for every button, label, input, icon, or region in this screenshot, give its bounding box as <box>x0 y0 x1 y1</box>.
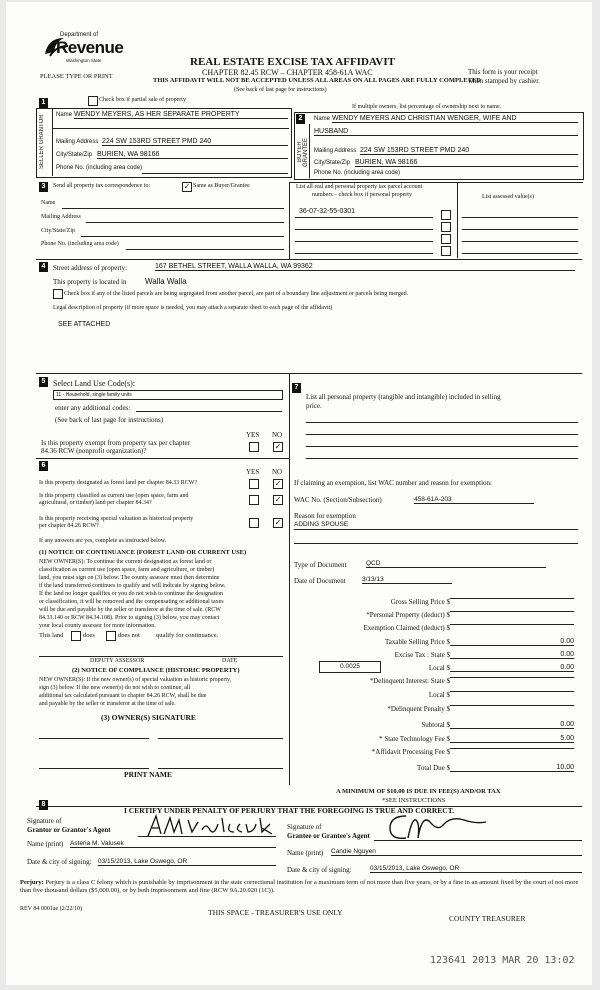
certify-statement: I CERTIFY UNDER PENALTY OF PERJURY THAT THE FOREGOING IS TRUE AND CORRECT. <box>124 806 455 815</box>
grantor-signature-scribble <box>144 810 276 838</box>
seller-side-label: SELLER GRANTOR <box>39 114 45 170</box>
reason-value[interactable]: ADDING SPOUSE <box>294 521 349 528</box>
delinquent-interest-state-value[interactable] <box>450 677 574 678</box>
s5-yes-label: YES <box>246 431 260 439</box>
grantor-sig-label1: Signature of <box>27 817 62 825</box>
located-value[interactable]: Walla Walla <box>145 277 187 286</box>
please-type: PLEASE TYPE OR PRINT <box>40 73 113 80</box>
seller-city-label: City/State/Zip <box>56 152 93 158</box>
subtotal-value[interactable]: 0.00 <box>450 721 574 729</box>
delinquent-interest-local-value[interactable] <box>450 691 574 692</box>
buyer-name-label: Name <box>314 116 331 122</box>
legal-value[interactable]: SEE ATTACHED <box>58 321 111 328</box>
legal-label: Legal description of property (if more space is needed, you may attach a separate sheet to each page of the affidavit) <box>53 305 333 311</box>
exemption-claimed-label: Exemption Claimed (deduct) $ <box>363 624 450 632</box>
current-use-yes-checkbox[interactable] <box>249 495 259 505</box>
taxable-selling-label: Taxable Selling Price $ <box>384 638 450 646</box>
notice-continuance-line: classification as current use (open space, farm and agriculture, or timber) <box>39 567 215 573</box>
exempt-yes-checkbox[interactable] <box>249 442 259 452</box>
section-8-number: 8 <box>39 800 48 810</box>
wac-label: WAC No. (Section/Subsection) <box>294 496 382 504</box>
grantee-sig-label1: Signature of <box>287 823 322 831</box>
doc-date-label: Date of Document <box>294 577 346 585</box>
notice-continuance-line: 84.33.140 or RCW 84.34.108). Prior to signing (3) below, you may contact <box>39 615 220 621</box>
seller-name-value[interactable]: WENDY MEYERS, AS HER SEPARATE PROPERTY <box>74 111 288 119</box>
total-due-value[interactable]: 10.00 <box>450 764 574 772</box>
seller-city-value[interactable]: BURIEN, WA 98166 <box>97 151 288 159</box>
notice-compliance-line: NEW OWNER(S): If the new owner(s) of special valuation as historic property, <box>39 677 232 683</box>
owner-signature-label: (3) OWNER(S) SIGNATURE <box>101 713 196 722</box>
exempt-question-line2: 84.36 RCW (nonprofit organization)? <box>41 447 147 455</box>
historic-question-line1: Is this property receiving special valuation as historical property <box>39 516 194 522</box>
total-due-label: Total Due $ <box>417 764 450 772</box>
processing-fee-value[interactable] <box>450 748 574 749</box>
treasurer-space: THIS SPACE - TREASURER'S USE ONLY <box>208 908 343 917</box>
delinquent-penalty-label: *Delinquent Penalty $ <box>387 705 450 713</box>
notice-continuance-line: your local county assessor for more information. <box>39 623 156 629</box>
parcel-1-personal-checkbox[interactable] <box>441 210 451 220</box>
delinquent-penalty-value[interactable] <box>450 705 574 706</box>
see-back: (See back of last page for instructions) <box>234 87 327 93</box>
parcel-2-personal-checkbox[interactable] <box>441 222 451 232</box>
grantee-signature[interactable] <box>382 808 492 844</box>
section-3-number: 3 <box>39 182 48 192</box>
section-6-number: 6 <box>39 461 48 471</box>
grantor-date-value[interactable]: 03/15/2013, Lake Oswego, OR <box>98 858 276 866</box>
notice-continuance-body <box>39 558 225 630</box>
assessor-date-label: DATE <box>222 658 238 664</box>
parcel-3-personal-checkbox[interactable] <box>441 234 451 244</box>
doc-type-label: Type of Document <box>294 561 347 569</box>
excise-state-label: Excise Tax : State $ <box>394 651 450 659</box>
additional-codes-label: enter any additional codes: <box>55 404 131 412</box>
does-label: does <box>83 632 95 639</box>
land-does-not-checkbox[interactable] <box>106 631 116 641</box>
section-1-number: 1 <box>39 98 48 108</box>
s3-phone-label: Phone No. (including area code) <box>41 241 119 247</box>
grantor-name-value[interactable]: Asteria M. Valusek <box>70 840 276 848</box>
technology-fee-label: * State Technology Fee $ <box>379 735 450 743</box>
notice-compliance-line: and payable by the seller or transferor at the time of sale. <box>39 701 176 707</box>
notice-continuance-line: If the land no longer qualifies or you do not wish to continue the designation <box>39 591 223 597</box>
perjury-notice <box>20 879 586 895</box>
notice-compliance-line: sign (3) below. If the new owner(s) do not wish to continue, all <box>39 685 191 691</box>
gross-selling-value[interactable] <box>450 598 574 599</box>
this-land-label: This land <box>39 632 64 639</box>
grantee-signature-scribble <box>382 808 492 844</box>
excise-local-value[interactable]: 0.00 <box>450 664 574 672</box>
assessed-header: List assessed value(s) <box>482 194 534 200</box>
s3-mailing-label: Mailing Address <box>41 214 81 220</box>
qualify-label: qualify for continuance. <box>156 632 219 639</box>
buyer-side-label: BUYER GRANTEE <box>297 137 309 167</box>
street-value[interactable]: 167 BETHEL STREET, WALLA WALLA, WA 99362 <box>155 263 575 271</box>
grantor-signature[interactable] <box>144 810 276 838</box>
seller-mailing-value[interactable]: 224 SW 153RD STREET PMD 240 <box>102 138 288 146</box>
buyer-city-value[interactable]: BURIEN, WA 98166 <box>355 159 578 167</box>
minimum-due-line2: *SEE INSTRUCTIONS <box>382 797 446 804</box>
notice-continuance-title: (1) NOTICE OF CONTINUANCE (FOREST LAND OR CURRENT USE) <box>39 549 247 556</box>
exempt-no-checkbox[interactable]: ✓ <box>274 442 282 451</box>
parcel-header-line2: numbers – check box if personal property <box>312 192 412 198</box>
exemption-claim-label: If claiming an exemption, list WAC number and reason for exemption: <box>294 479 492 487</box>
personal-property-deduct-label: *Personal Property (deduct) $ <box>366 611 450 619</box>
dept-line1: Department of <box>60 32 99 38</box>
street-label: Street address of property: <box>53 264 128 272</box>
current-use-question-line1: Is this property classified as current use (open space, farm and <box>39 493 189 499</box>
county-treasurer: COUNTY TREASURER <box>449 914 526 923</box>
delinquent-interest-state-label: *Delinquent Interest: State $ <box>369 677 450 685</box>
notice-compliance-title: (2) NOTICE OF COMPLIANCE (HISTORIC PROPERTY) <box>72 667 240 674</box>
same-as-buyer-label: Same as Buyer/Grantee <box>193 183 250 189</box>
land-use-label: Select Land Use Code(s): <box>53 379 135 388</box>
local-rate-field[interactable]: 0.0025 <box>319 661 381 673</box>
grantee-sig-label2: Grantee or Grantee's Agent <box>287 832 370 840</box>
buyer-name-value-line1[interactable]: WENDY MEYERS AND CHRISTIAN WENGER, WIFE AND <box>332 115 578 123</box>
form-chapter: CHAPTER 82.45 RCW – CHAPTER 458-61A WAC <box>202 68 373 77</box>
seller-phone-label: Phone No. (including area code) <box>56 165 143 171</box>
exempt-question-line1: Is this property exempt from property tax per chapter <box>41 439 190 447</box>
section-5-number: 5 <box>39 377 48 387</box>
deputy-assessor-label: DEPUTY ASSESSOR <box>90 658 145 664</box>
grantee-name-label: Name (print) <box>287 849 324 857</box>
buyer-mailing-label: Mailing Address <box>314 148 357 154</box>
dor-logo <box>42 32 137 72</box>
parcel-number[interactable]: 36-07-32-55-0301 <box>299 208 356 215</box>
grantee-name-value[interactable]: Candie Nguyen <box>331 848 582 856</box>
does-not-label: does not <box>118 632 140 639</box>
grantor-name-label: Name (print) <box>27 840 64 848</box>
exemption-claimed-value[interactable] <box>450 624 574 625</box>
excise-local-label: Local $ <box>428 664 450 672</box>
delinquent-interest-local-label: Local $ <box>428 691 450 699</box>
section-2-number: 2 <box>296 114 305 124</box>
affidavit-page <box>6 2 592 985</box>
minimum-due-line1: A MINIMUM OF $10.00 IS DUE IN FEE(S) AND/OR TAX <box>336 788 501 795</box>
dept-line2: Revenue <box>56 38 124 57</box>
grantee-date-label: Date & city of signing: <box>287 866 352 874</box>
multiple-owners-label: If multiple owners, list percentage of ownership next to name. <box>352 104 502 110</box>
historic-no-checkbox[interactable]: ✓ <box>274 518 282 527</box>
segregated-checkbox[interactable] <box>53 289 63 299</box>
if-yes-instructions: If any answers are yes, complete as instructed below. <box>39 538 167 544</box>
notice-compliance-body <box>39 676 231 708</box>
doc-type-value[interactable]: QCD <box>366 560 546 568</box>
dept-line3: Washington State <box>66 58 102 63</box>
forest-question: Is this property designated as forest land per chapter 84.33 RCW? <box>39 480 198 486</box>
taxable-selling-value[interactable]: 0.00 <box>450 638 574 646</box>
parcel-4-personal-checkbox[interactable] <box>441 246 451 256</box>
section-7-number: 7 <box>292 383 301 393</box>
buyer-city-label: City/State/Zip <box>314 160 351 166</box>
form-number: REV 84 0001ae (2/22/10) <box>20 906 83 912</box>
located-label: This property is located in <box>53 278 127 286</box>
partial-sale-checkbox[interactable] <box>88 96 98 106</box>
land-use-see-back: (See back of last page for instructions) <box>55 416 164 424</box>
segregated-label: Check box if any of the listed parcels are being segregated from another parcel, are part of a boundary line adjustment or parcels being merged. <box>64 291 409 297</box>
personal-property-line1: List all personal property (tangible and intangible) included in selling <box>306 393 501 401</box>
buyer-mailing-value[interactable]: 224 SW 153RD STREET PMD 240 <box>360 147 578 155</box>
excise-state-value[interactable]: 0.00 <box>450 651 574 659</box>
notice-continuance-line: if the land transferred continues to qualify and will indicate by signing below. <box>39 583 226 589</box>
form-warning: THIS AFFIDAVIT WILL NOT BE ACCEPTED UNLESS ALL AREAS ON ALL PAGES ARE FULLY COMPLETED <box>153 77 481 84</box>
current-use-no-checkbox[interactable]: ✓ <box>274 495 282 504</box>
processing-fee-label: *Affidavit Processing Fee $ <box>371 748 450 756</box>
technology-fee-value[interactable]: 5.00 <box>450 735 574 743</box>
subtotal-label: Subtotal $ <box>421 721 450 729</box>
send-correspondence-label: Send all property tax correspondence to: <box>53 183 151 189</box>
reason-label: Reason for exemption <box>294 512 356 520</box>
s6-no-label: NO <box>272 468 283 476</box>
receipt-line2: when stamped by cashier. <box>468 77 540 85</box>
grantor-date-label: Date & city of signing: <box>27 858 92 866</box>
gross-selling-label: Gross Selling Price $ <box>390 598 450 606</box>
s3-city-label: City/State/Zip <box>41 228 75 234</box>
historic-yes-checkbox[interactable] <box>249 518 259 528</box>
grantor-sig-label2: Grantor or Grantor's Agent <box>27 826 111 834</box>
treasurer-stamp: 123641 2013 MAR 20 13:02 <box>430 955 575 966</box>
personal-property-deduct-value[interactable] <box>450 611 574 612</box>
perjury-title: Perjury: <box>20 879 44 886</box>
print-name-label: PRINT NAME <box>124 770 172 779</box>
forest-no-checkbox[interactable]: ✓ <box>274 479 282 488</box>
grantee-date-value[interactable]: 03/15/2013, Lake Oswego, OR <box>370 865 582 873</box>
doc-date-value[interactable]: 3/13/13 <box>362 576 452 584</box>
notice-continuance-line: or classification, it will be removed and the compensating or additional taxes <box>39 599 224 605</box>
partial-sale-label: Check box if partial sale of property <box>99 97 186 103</box>
seller-mailing-label: Mailing Address <box>56 139 99 145</box>
historic-question-line2: per chapter 84.26 RCW? <box>39 523 99 529</box>
s6-yes-label: YES <box>246 468 260 476</box>
s3-name-label: Name <box>41 200 56 206</box>
perjury-line2: a fine in an amount fixed by the court of not more than five thousand dollars ($5,000.00), or by both imprisonment and fine (RCW 9A.20.020 (1C)). <box>20 879 579 894</box>
notice-compliance-line: additional tax calculated pursuant to chapter 84.26 RCW, shall be due <box>39 693 207 699</box>
forest-yes-checkbox[interactable] <box>249 479 259 489</box>
land-does-checkbox[interactable] <box>71 631 81 641</box>
current-use-question-line2: agricultural, or timber) land per chapter 84.34? <box>39 500 152 506</box>
section-4-number: 4 <box>39 262 48 272</box>
land-use-select[interactable]: 11 - Household, single family units <box>53 390 283 400</box>
s5-no-label: NO <box>272 431 283 439</box>
parcel-header-line1: List all real and personal property tax parcel account <box>296 184 423 190</box>
personal-property-line2: price. <box>306 402 322 410</box>
notice-continuance-line: land, you must sign on (3) below. The county assessor must then determine <box>39 575 220 581</box>
form-title: REAL ESTATE EXCISE TAX AFFIDAVIT <box>190 56 395 68</box>
buyer-phone-label: Phone No. (including area code) <box>314 170 401 176</box>
buyer-name-value-line2[interactable]: HUSBAND <box>314 128 578 136</box>
notice-continuance-line: will be due and payable by the seller or transferor at the time of sale. (RCW <box>39 607 221 613</box>
perjury-line1: Perjury is a class C felony which is punishable by imprisonment in the state correctional institution for a maximum term of not more than five years, or by <box>45 879 447 886</box>
same-as-buyer-checkbox[interactable]: ✓ <box>183 182 191 191</box>
wac-value[interactable]: 458-61A-203 <box>414 496 534 504</box>
notice-continuance-line: NEW OWNER(S): To continue the current designation as forest land or <box>39 559 212 565</box>
receipt-line1: This form is your receipt <box>468 68 538 76</box>
seller-name-label: Name <box>56 112 73 118</box>
